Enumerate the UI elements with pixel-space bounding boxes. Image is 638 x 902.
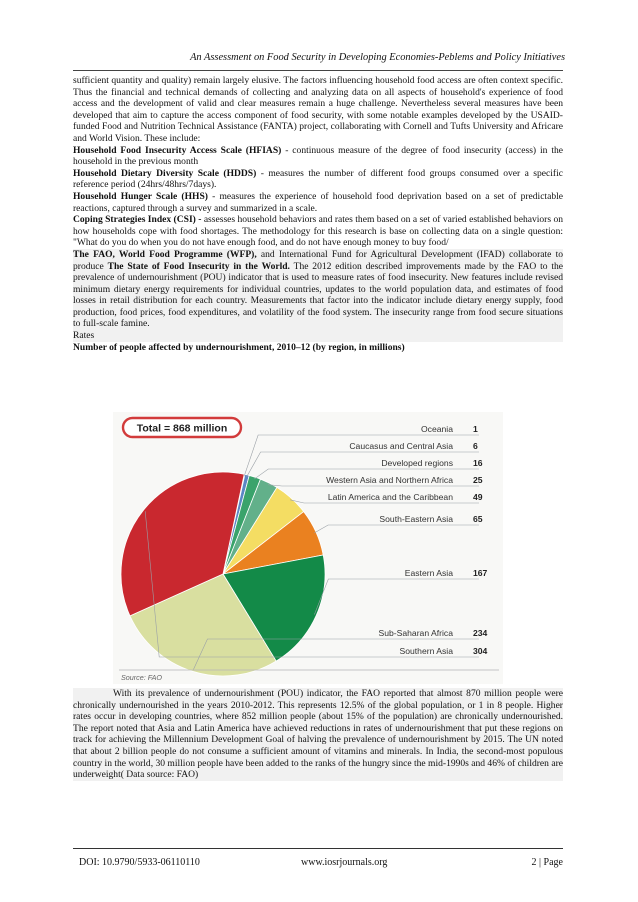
csi-text: assesses household behaviors and rates them based on a set of varied established behaviors on how households cope with food shortages. The methodology for this research is base on collecting data on a single question: "What do you do when you do not have enough food, and do not have enough money to buy food/ bbox=[73, 214, 563, 249]
hdds-text: - measures the number of different food groups consumed over a specific reference period (24hrs/48hrs/7days). bbox=[73, 167, 563, 191]
item-hdds bbox=[73, 168, 563, 191]
fao-report-title: The State of Food Insecurity in the World. bbox=[107, 260, 290, 272]
chart-title: Total = 868 million bbox=[136, 422, 228, 435]
slice-label: Western Asia and Northern Africa bbox=[326, 475, 453, 485]
body-text bbox=[73, 75, 563, 353]
rates-label: Rates bbox=[73, 330, 563, 342]
fao-label: The FAO, World Food Programme (WFP), bbox=[73, 248, 257, 260]
fao-text-2: The 2012 edition described improvements made by the FAO to the prevalence of undernourishment (POU) indicator that is used to measure rates of food insecurity. New features include revised minimum dietary energy requirements for individual countries, updates to the world population data, and estimates of food losses in retail distribution for each country. Measurements that factor into the indicator include dietary energy supply, food production, food prices, food expenditures, and volatility of the food system. The insecurity range from food secure situations to full-scale famine. bbox=[73, 260, 563, 330]
hhs-text: - measures the experience of household food deprivation based on a set of predictable reactions, captured through a survey and summarized in a scale. bbox=[73, 190, 563, 214]
slice-label: Caucasus and Central Asia bbox=[349, 441, 453, 451]
csi-label: Coping Strategies Index (CSI) - bbox=[73, 214, 202, 226]
pie-chart-figure bbox=[113, 412, 503, 684]
slice-value: 49 bbox=[473, 492, 483, 502]
slice-value: 304 bbox=[473, 646, 488, 656]
hfias-label: Household Food Insecurity Access Scale (HFIAS) bbox=[73, 144, 282, 156]
slice-label: Southern Asia bbox=[399, 646, 453, 656]
hhs-label: Household Hunger Scale (HHS) bbox=[73, 190, 208, 202]
running-header: An Assessment on Food Security in Developing Economies-Peblems and Policy Initiatives bbox=[190, 52, 565, 63]
chart-heading: Number of people affected by undernourishment, 2010–12 (by region, in millions) bbox=[73, 341, 405, 353]
header-divider bbox=[73, 70, 563, 71]
footer-page-number: 2 | Page bbox=[531, 857, 563, 868]
slice-value: 65 bbox=[473, 514, 483, 524]
footer-website: www.iosrjournals.org bbox=[301, 857, 388, 868]
paragraph-intro: sufficient quantity and quality) remain largely elusive. The factors influencing household food access are often context specific. Thus the financial and technical demands of collecting and analyzing data on all aspects of household's experience of food access and the development of valid and clear measures remain a huge challenge. Nevertheless several measures have been developed that aim to capture the access component of food security, with some notable examples developed by the USAID-funded Food and Nutrition Technical Assistance (FANTA) project, collaborating with Cornell and Tufts University and Africare and World Vision. These include: bbox=[73, 75, 563, 144]
chart-source: Source: FAO bbox=[121, 673, 163, 682]
slice-label: Eastern Asia bbox=[404, 568, 453, 578]
slice-value: 25 bbox=[473, 475, 483, 485]
slice-value: 167 bbox=[473, 568, 488, 578]
item-hfias bbox=[73, 145, 563, 168]
slice-value: 6 bbox=[473, 441, 478, 451]
fao-text-1: and International Fund for Agricultural Development (IFAD) collaborate to produce bbox=[73, 248, 563, 272]
item-hhs bbox=[73, 191, 563, 214]
slice-label: Latin America and the Caribbean bbox=[327, 492, 453, 502]
slice-value: 234 bbox=[473, 628, 488, 638]
bottom-text: With its prevalence of undernourishment (POU) indicator, the FAO reported that almost 870 million people were chronically undernourished in the years 2010-2012. This represents 12.5% of the global population, or 1 in 8 people. Higher rates occur in developing countries, where 852 million people (about 15% of the population) are chronically undernourished. The report noted that Asia and Latin America have achieved reductions in rates of undernourishment that put these regions on track for achieving the Millennium Development Goal of halving the prevalence of undernourishment by 2015. The UN noted that about 2 billion people do not consume a sufficient amount of vitamins and minerals. In India, the second-most populous country in the world, 30 million people have been added to the ranks of the hungry since the mid-1990s and 46% of children are underweight( Data source: FAO) bbox=[73, 688, 563, 781]
hfias-text: - continuous measure of the degree of food insecurity (access) in the household in the previous month bbox=[73, 144, 563, 168]
slice-value: 16 bbox=[473, 458, 483, 468]
pie-chart bbox=[113, 412, 503, 684]
slice-label: Sub-Saharan Africa bbox=[378, 628, 453, 638]
item-csi bbox=[73, 214, 563, 249]
slice-label: South-Eastern Asia bbox=[379, 514, 453, 524]
footer-divider bbox=[73, 848, 563, 849]
footer-doi: DOI: 10.9790/5933-06110110 bbox=[79, 857, 200, 868]
slice-value: 1 bbox=[473, 424, 478, 434]
slice-label: Developed regions bbox=[381, 458, 453, 468]
paragraph-fao bbox=[73, 249, 563, 330]
paragraph-fao-report bbox=[73, 688, 563, 781]
slice-label: Oceania bbox=[420, 424, 453, 434]
hdds-label: Household Dietary Diversity Scale (HDDS) bbox=[73, 167, 257, 179]
